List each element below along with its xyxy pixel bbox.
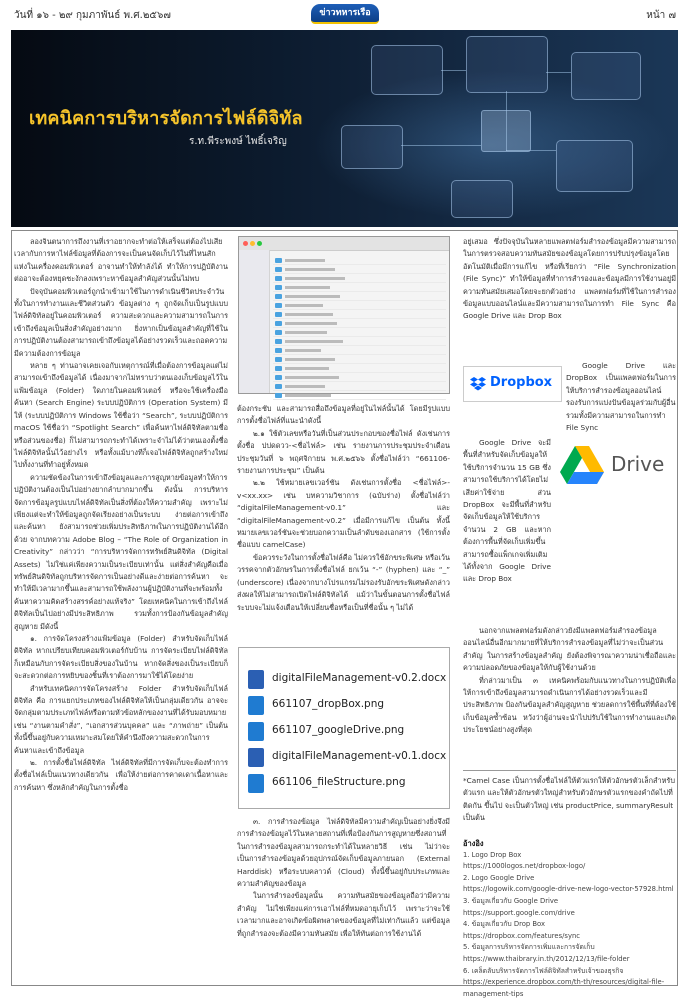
- page-header: [0, 0, 690, 28]
- paragraph: นอกจากแพลตฟอร์มดังกล่าวยังมีแพลตฟอร์มสำรองข้อมูลออนไลน์อื่นอีกมากมายที่ให้บริการสำรองข้อมูลที่ไม่ว่าจะเป็นส่วนสำคัญ ในการสร้างข้อมูลสำคัญ ยังต้องพิจารณาความน่าเชื่อถือและความปลอดภัยของข้อมูลให้กับผู้ใช้งานด้วย: [463, 626, 676, 673]
- file-list-figure: digitalFileManagement-v0.2.docx 661107_dropBox.png 661107_googleDrive.png digitalFileManagement-v0.1.docx 661106_fileStructure.png: [238, 647, 450, 809]
- reference-link[interactable]: https://www.thaibrary.in.th/2012/12/13/file-folder: [463, 954, 630, 963]
- image-file-icon: [248, 774, 264, 793]
- paragraph: Google Drive และ DropBox เป็นแพลตฟอร์มในการให้บริการสำรองข้อมูลออนไลน์ รองรับการแบ่งปันข้อมูลร่วมกับผู้อื่น รวมทั้งมีความสามารถในการทำ File Sync: [566, 361, 676, 433]
- paragraph: สำหรับเทคนิคการจัดโครงสร้าง Folder สำหรับจัดเก็บไฟล์ดิจิทัล คือ การแยกประเภทของไฟล์ดิจิทัลให้เป็นกลุ่มเดียวกัน อาจจะจัดกลุ่มตามประเภทไฟล์หรือตามหัวข้อหลักของงานที่ได้รับมอบหมาย เช่น “งานตามคำสั่ง”, “เอกสารส่วนบุคคล” และ “ภาพถ่าย” เป็นต้น ทั้งนี้ขึ้นอยู่กับความเหมาะสมโดยให้คำนึงถึงความสะดวกในการค้นหาและเข้าถึงข้อมูล: [14, 683, 228, 755]
- paragraph: ปัจจุบันคอมพิวเตอร์ถูกนำเข้ามาใช้ในการดำเนินชีวิตประจำวันทั้งในการทำงานและชีวิตส่วนตัว ข้อมูลต่าง ๆ ถูกจัดเก็บเป็นรูปแบบไฟล์ดิจิทัลอยู่ในคอมพิวเตอร์ ความสะดวกและความสามารถในการเข้าถึงข้อมูลเป็นสิ่งสำคัญอย่างมาก ยิ่งหากเป็นข้อมูลสำคัญที่ใช้ในการปฏิบัติงานต้องสามารถเข้าถึงข้อมูลได้อย่างรวดเร็วและถอดความมีความต้องการข้อมูล: [14, 286, 228, 358]
- article-title: เทคนิคการบริหารจัดการไฟล์ดิจิทัล: [29, 108, 303, 129]
- article-banner: [11, 30, 678, 227]
- reference-line: 1. Logo Drop Box: [463, 850, 522, 859]
- google-drive-logo-text: Drive: [611, 452, 665, 476]
- word-document-icon: [248, 748, 264, 767]
- word-document-icon: [248, 670, 264, 689]
- column-3-lower: [463, 437, 551, 586]
- paragraph: ๒.๑ ใช้ตัวเลขหรือวันที่เป็นส่วนประกอบของชื่อไฟล์ ดังเช่นการตั้งชื่อ ปปดดวว-<ชื่อไฟล์> เช่น รายงานการประชุมประจำเดือน ประชุมวันที่ ๖ พฤศจิกายน พ.ศ.๒๕๖๖ ตั้งชื่อไฟล์ว่า “661106-รายงานการประชุม” เป็นต้น: [237, 428, 450, 476]
- column-3-top: [463, 236, 676, 323]
- column-3-mid: [566, 360, 676, 434]
- google-drive-icon: [560, 446, 604, 484]
- dropbox-logo-text: Dropbox: [490, 375, 553, 390]
- paragraph: ๓. การสำรองข้อมูล ไฟล์ดิจิทัลมีความสำคัญเป็นอย่างยิ่งจึงมีการสำรองข้อมูลไว้ในหลายสถานที่เพื่อป้องกันการสูญหายซึ่งสถานที่ในการสำรองข้อมูลสามารถกระทำได้ในหลายวิธี เช่น ไม่ว่าจะเป็นการสำรองข้อมูลด้วยอุปกรณ์จัดเก็บข้อมูลภายนอก (External Harddisk) หรือระบบคลาวด์ (Cloud) ทั้งนี้ขึ้นอยู่กับประเภทและความสำคัญของข้อมูล: [237, 817, 450, 889]
- reference-link[interactable]: https://logowik.com/google-drive-new-logo-vector-57928.html: [463, 885, 674, 894]
- dropbox-icon: [470, 377, 486, 391]
- reference-line: 5. ข้อมูลการบริหารจัดการเพิ่มและการจัดเก็บ: [463, 943, 595, 952]
- paragraph: ๒. การตั้งชื่อไฟล์ดิจิทัล ไฟล์ดิจิทัลที่มีการจัดเก็บจะต้องทำการตั้งชื่อไฟล์เป็นแนวทางเดียวกัน เพื่อให้ง่ายต่อการคาดเดาเนื้อหาและการค้นหา ซึ่งหลักสำคัญในการตั้งชื่อ: [14, 758, 228, 792]
- reference-link[interactable]: https://support.google.com/drive: [463, 908, 575, 917]
- paragraph: ที่กล่าวมาเป็น ๓ เทคนิคพร้อมกับแนวทางในการปฏิบัติเพื่อให้การเข้าถึงข้อมูลสามารถดำเนินการได้อย่างรวดเร็วและมีประสิทธิภาพ ป้องกันข้อมูลสำคัญสูญหาย ช่วยลดการใช้พื้นที่ที่ต้องใช้เก็บข้อมูลซ้ำซ้อน หวังว่าผู้อ่านจะนำไปปรับใช้ในการทำงานและเกิดประโยชน์อย่างสูงที่สุด: [463, 675, 676, 735]
- paragraph: ความชัดข้องในการเข้าถึงข้อมูลและการสูญหายข้อมูลทำให้การปฏิบัติงานต้องเป็นไปอย่างยากลำบากมากขึ้น ดังนั้น การบริหารจัดการข้อมูลรูปแบบไฟล์ดิจิทัลเป็นสิ่งที่ต้องให้ความสำคัญ เพราะไม่เพียงแต่จะทำให้ข้อมูลถูกจัดเรียงอย่างเป็นระบบ ง่ายต่อการเข้าถึงและค้นหา ยังสามารถช่วยเพิ่มประสิทธิภาพในการปฏิบัติงานได้อีกด้วย จากบทความ Adobe Blog – “The Role of Organization in Creativity” กล่าวว่า “การบริหารจัดการทรัพย์สินดิจิทัล (Digital Assets) ไม่ใช่แค่เพียงความเป็นระเบียบเท่านั้น แต่สิ่งสำคัญคือเมื่อทรัพย์สินดิจิทัลถูกบริหารจัดการเป็นอย่างดีและง่ายต่อการค้นหา จะทำให้มีเวลามากขึ้นและสามารถใช้พลังงานผู้ปฏิบัติงานที่จะพร้อมทั้งค้นหาความคิดสร้างสรรค์อย่างแท้จริง” โดยเทคนิคในการเข้าถึงไฟล์ดิจิทัลเป็นไปอย่างมีประสิทธิภาพ รวมทั้งการป้องกันข้อมูลสำคัญสูญหาย มีดังนี้: [14, 472, 228, 631]
- paragraph: ๒.๒ ใช้หมายเลขเวอร์ชัน ดังเช่นการตั้งชื่อ <ชื่อไฟล์>-v<xx.xx> เช่น บทความวิชาการ (ฉบับร่าง) ตั้งชื่อไฟล์ว่า “digitalFileManagement-v0.1” และ “digitalFileManagement-v0.2” เมื่อมีการแก้ไข เป็นต้น ทั้งนี้หมายเลขเวอร์ชันจะช่วยบอกความเป็นลำดับของเอกสาร (ใช้การตั้งชื่อแบบ camelCase): [237, 478, 450, 550]
- paragraph: อยู่เสมอ ซึ่งปัจจุบันในหลายแพลตฟอร์มสำรองข้อมูลมีความสามารถในการตรวจสอบความทันสมัยของข้อมูลโดยการปรับปรุงข้อมูลโดยอัตโนมัติเมื่อมีการแก้ไข หรือที่เรียกว่า “File Synchronization (File Sync)” ทำให้ข้อมูลที่ทำการสำรองและข้อมูลมีการใช้งานอยู่มีความทันสมัยเสมอโดยจะยกตัวอย่าง แพลตฟอร์มที่ใช้ในการสำรองข้อมูลแบบออนไลน์และมีความสามารถในการทำ File Sync คือ Google Drive และ Drop Box: [463, 237, 676, 321]
- dropbox-logo: [463, 366, 562, 402]
- reference-line: 3. ข้อมูลเกี่ยวกับ Google Drive: [463, 896, 559, 905]
- footnote: *Camel Case เป็นการตั้งชื่อไฟล์ให้ตัวแรกให้ตัวอักษรตัวเล็กสำหรับตัวแรก และให้ตัวอักษรตัวใหญ่สำหรับตัวอักษรตัวแรกของคำถัดไปที่ติดกัน ขึ้นไป จะเป็นตัวใหญ่ เช่น productPrice, summaryResult เป็นต้น: [463, 770, 676, 825]
- paragraph: ต้องกระชับ และสามารถสื่อถึงข้อมูลที่อยู่ในไฟล์นั้นได้ โดยมีรูปแบบการตั้งชื่อไฟล์ที่แนะนำดังนี้: [237, 404, 450, 426]
- references: [463, 838, 676, 1000]
- reference-line: 4. ข้อมูลเกี่ยวกับ Drop Box: [463, 920, 545, 929]
- column-2-bottom: [237, 816, 450, 940]
- reference-link[interactable]: https://experience.dropbox.com/th-th/resources/digital-file-management-tips: [463, 978, 665, 998]
- paragraph: ข้อควรระวังในการตั้งชื่อไฟล์คือ ไม่ควรใช้อักขระพิเศษ หรือเว้นวรรคจากตัวอักษรในการตั้งชื่อไฟล์ ยกเว้น “-” (hyphen) และ “_” (underscore) เนื่องจากบางโปรแกรมไม่รองรับอักขระพิเศษดังกล่าว ส่งผลให้ไม่สามารถเปิดไฟล์ดิจิทัลได้ แม้ว่าในขั้นตอนการตั้งชื่อไฟล์ระบบจะไม่แจ้งเตือนให้เปลี่ยนชื่อหรือเป็นที่ชื่อนั้น ๆ ไม่ได้: [237, 552, 450, 612]
- google-drive-logo: [554, 440, 674, 490]
- image-file-icon: [248, 696, 264, 715]
- paragraph: Google Drive จะมีพื้นที่สำหรับจัดเก็บข้อมูลให้ใช้บริการจำนวน 15 GB ซึ่งสามารถใช้บริการได้โดยไม่เสียค่าใช้จ่าย ส่วน DropBox จะมีพื้นที่สำหรับจัดเก็บข้อมูลให้ใช้บริการ จำนวน 2 GB และหากต้องการพื้นที่จัดเก็บเพิ่มขึ้นสามารถซื้อแพ็กเกจเพิ่มเติมได้ทั้งจาก Google Drive และ Drop Box: [463, 438, 551, 584]
- references-heading: อ้างอิง: [463, 839, 484, 848]
- reference-link[interactable]: https://1000logos.net/dropbox-logo/: [463, 862, 586, 871]
- paragraph: ๑. การจัดโครงสร้างแฟ้มข้อมูล (Folder) สำหรับจัดเก็บไฟล์ดิจิทัล หากเปรียบเทียบคอมพิวเตอร์กับบ้าน การจัดระเบียบไฟล์ดิจิทัลก็เหมือนกับการจัดระเบียบสิ่งของในบ้าน หากจัดสิ่งของเป็นระเบียบก็จะสะดวกต่อการหยิบของชิ้นที่เราต้องการมาใช้ได้โดยง่าย: [14, 634, 228, 681]
- page-number: หน้า ๗: [646, 10, 676, 21]
- issue-date: วันที่ ๑๖ - ๒๙ กุมภาพันธ์ พ.ศ.๒๕๖๗: [14, 10, 171, 21]
- image-file-icon: [248, 722, 264, 741]
- paragraph: ลองจินตนาการถึงงานที่เราอยากจะทำต่อให้เสร็จแต่ต้องไปเสียเวลากับการหาไฟล์ข้อมูลที่ต้องการจะเป็นคนจัดเก็บไว้ในที่ไหนสักแห่งในเครื่องคอมพิวเตอร์ อาจานทำให้ทำลังได้ ทำให้การปฏิบัติงานต่ออาจะต้องหยุดชะงักลงเพราะหาข้อมูลสำคัญส่วนนั้นไม่พบ: [14, 237, 228, 284]
- finder-screenshot: [238, 236, 450, 394]
- masthead-logo: ข่าวทหารเรือ: [311, 4, 379, 24]
- reference-line: 2. Logo Google Drive: [463, 873, 535, 882]
- column-3-bottom: [463, 625, 676, 737]
- reference-link[interactable]: https://dropbox.com/features/sync: [463, 931, 581, 940]
- article-author: ร.ท.พีระพงษ์ ไพธิ์เจริญ: [189, 136, 287, 147]
- paragraph: หลาย ๆ ท่านอาจเคยเจอกับเหตุการณ์ที่เมื่อต้องการข้อมูลแต่ไม่สามารถเข้าถึงข้อมูลได้ เนื่องมาจากไม่ทราบว่าตนเองเก็บข้อมูลไว้ในแฟ้มข้อมูล (Folder) ใดภายในคอมพิวเตอร์ หรือจะใช้เครื่องมือค้นหา (Search Engine) ระบบปฏิบัติการ (Operation System) มีให้ (ระบบปฏิบัติการ Windows ใช้ชื่อว่า “Search”, ระบบปฏิบัติการ macOS ใช้ชื่อว่า “Spotlight Search” เพื่อค้นหาไฟล์ดิจิทัลตามชื่อหรือส่วนของชื่อ) ก็ไม่สามารถกระทำได้เพราะจำไม่ได้ว่าตนเองตั้งชื่อไฟล์ดิจิทัลนั้นไว้อย่างไร หรือทั้งแม้บางทีก็เจอไฟล์ดิจิทัลถูกสร้างใหม่ไปทั้งงานที่ทำอยู่ทั้งหมด: [14, 361, 228, 470]
- column-1: [14, 236, 228, 794]
- paragraph: ในการสำรองข้อมูลนั้น ความทันสมัยของข้อมูลถือว่ามีความสำคัญ ไม่ใช่เพียงแค่การเอาไฟล์ที่หมดอายุเก็บไว้ เพราะว่าจะใช้เวลามากและอาจเกิดข้อผิดพลาดของข้อมูลที่ไม่เท่ากันแล้ว แต่ข้อมูลที่ถูกสำรองจะต้องมีความทันสมัย เพื่อให้ทันต่อการใช้งานได้: [237, 891, 450, 938]
- column-2-top: [237, 403, 450, 614]
- reference-line: 6. เคล็ดลับบริหารจัดการไฟล์ดิจิทัลสำหรับเจ้าของธุรกิจ: [463, 966, 624, 975]
